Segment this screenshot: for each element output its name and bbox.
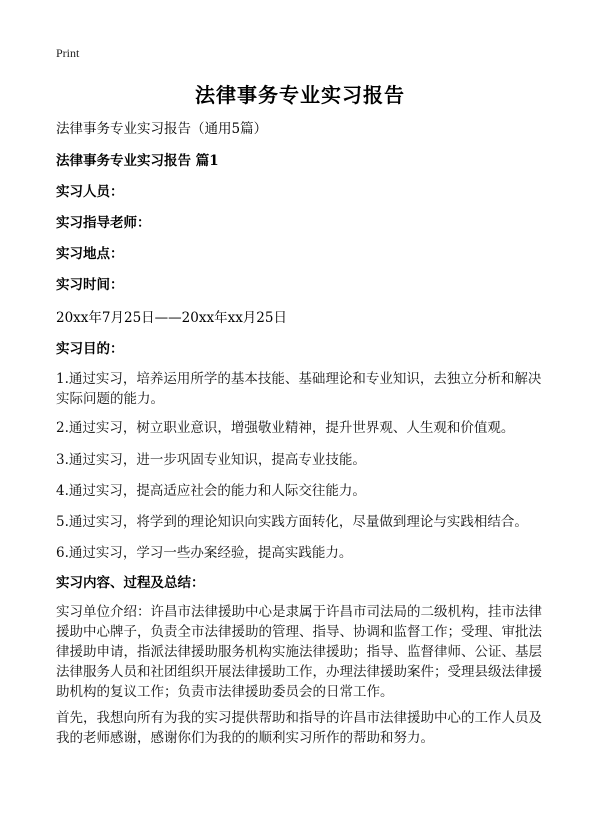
field-time-label: 实习时间： [56, 277, 124, 293]
print-link[interactable]: Print [56, 46, 80, 60]
field-intern: 实习人员： [56, 184, 124, 200]
document-subtitle: 法律事务专业实习报告（通用5篇） [56, 121, 268, 137]
field-location: 实习地点： [56, 246, 124, 262]
purpose-item: 1.通过实习，培养运用所学的基本技能、基础理论和专业知识，去独立分析和解决实际问题的能力。 [56, 371, 542, 407]
purpose-item: 6.通过实习，学习一些办案经验，提高实践能力。 [56, 545, 353, 561]
body-paragraph: 实习单位介绍：许昌市法律援助中心是隶属于许昌市司法局的二级机构，挂市法律援助中心牌子，负责全市法律援助的管理、指导、协调和监督工作；受理、审批法律援助申请，指派法律援助服务机构实施法律援助；指导、监督律师、公证、基层法律服务人员和社团组织开展法律援助工作，办理法律援助案件；受理县级法律援助机构的复议工作；负责市法律援助委员会的日常工作。 [56, 604, 542, 700]
body-paragraph: 首先，我想向所有为我的实习提供帮助和指导的许昌市法律援助中心的工作人员及我的老师感谢，感谢你们为我的的顺利实习所作的帮助和努力。 [56, 710, 542, 746]
purpose-item: 3.通过实习，进一步巩固专业知识，提高专业技能。 [56, 452, 366, 468]
purpose-item: 5.通过实习，将学到的理论知识向实践方面转化，尽量做到理论与实践相结合。 [56, 514, 528, 530]
purpose-item: 4.通过实习，提高适应社会的能力和人际交往能力。 [56, 483, 366, 499]
field-advisor: 实习指导老师： [56, 215, 151, 231]
purpose-heading: 实习目的： [56, 341, 124, 357]
purpose-item: 2.通过实习，树立职业意识，增强敬业精神，提升世界观、人生观和价值观。 [56, 420, 515, 436]
document-title: 法律事务专业实习报告 [195, 83, 405, 107]
content-heading: 实习内容、过程及总结： [56, 575, 205, 591]
field-time-value: 20xx年7月25日——20xx年xx月25日 [56, 310, 287, 326]
section-heading: 法律事务专业实习报告 篇1 [56, 153, 219, 169]
